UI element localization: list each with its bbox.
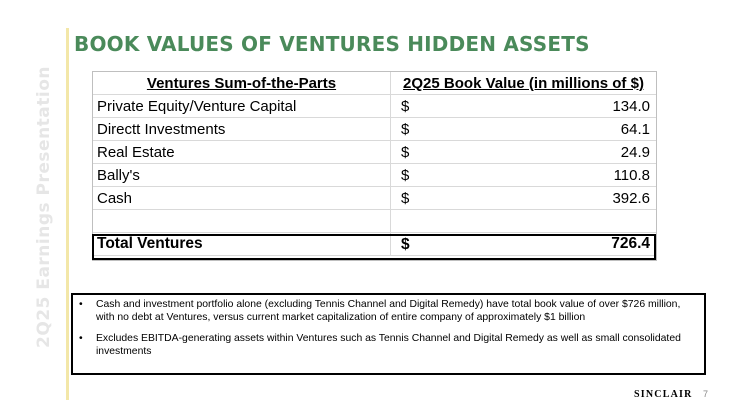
table-row (93, 187, 657, 210)
empty-cell (391, 210, 657, 233)
column-header-book-value: 2Q25 Book Value (in millions of $) (391, 72, 657, 95)
table-row-empty (93, 210, 657, 233)
page-number: 7 (703, 389, 709, 399)
total-value-cell (391, 233, 657, 256)
currency-symbol: $ (401, 121, 410, 138)
table-row (93, 118, 657, 141)
row-label: Private Equity/Venture Capital (93, 95, 391, 118)
currency-symbol: $ (401, 190, 410, 207)
total-currency-symbol: $ (401, 236, 410, 253)
column-header-segment: Ventures Sum-of-the-Parts (93, 72, 391, 95)
row-value-cell (391, 95, 657, 118)
currency-symbol: $ (401, 98, 410, 115)
table-row (93, 141, 657, 164)
row-value: 64.1 (620, 120, 650, 138)
note-text: Cash and investment portfolio alone (excluding Tennis Channel and Digital Remedy) have total book value of over $726 million, with no debt at Ventures, versus current market capitalization of entire company of approximately $1 billion (96, 299, 681, 323)
row-value: 392.6 (612, 189, 650, 207)
bullet-marker: • (79, 333, 83, 344)
empty-cell (93, 210, 391, 233)
total-label: Total Ventures (93, 233, 391, 256)
side-vertical-title (24, 0, 64, 414)
row-label: Bally's (93, 164, 391, 187)
currency-symbol: $ (401, 167, 410, 184)
note-item (79, 333, 696, 358)
side-vertical-title-text: 2Q25 Earnings Presentation (34, 65, 54, 349)
page-title: BOOK VALUES OF VENTURES HIDDEN ASSETS (74, 32, 590, 56)
total-value: 726.4 (611, 235, 650, 252)
row-label: Real Estate (93, 141, 391, 164)
row-value-cell (391, 187, 657, 210)
bullet-marker: • (79, 299, 83, 310)
row-value: 134.0 (612, 97, 650, 115)
notes-box (71, 293, 706, 375)
ventures-table (92, 71, 656, 256)
accent-bar (66, 28, 69, 400)
brand-logo-text: SINCLAIR (634, 389, 693, 400)
table-total-row (93, 233, 657, 256)
note-item (79, 299, 696, 324)
row-label: Cash (93, 187, 391, 210)
table-row (93, 164, 657, 187)
row-label: Directt Investments (93, 118, 391, 141)
row-value: 110.8 (613, 166, 650, 184)
table-header-row (93, 72, 657, 95)
row-value: 24.9 (620, 143, 650, 161)
row-value-cell (391, 118, 657, 141)
row-value-cell (391, 164, 657, 187)
currency-symbol: $ (401, 144, 410, 161)
row-value-cell (391, 141, 657, 164)
note-text: Excludes EBITDA-generating assets within Ventures such as Tennis Channel and Digital Remedy as well as small consolidated investments (96, 333, 681, 357)
table-row (93, 95, 657, 118)
